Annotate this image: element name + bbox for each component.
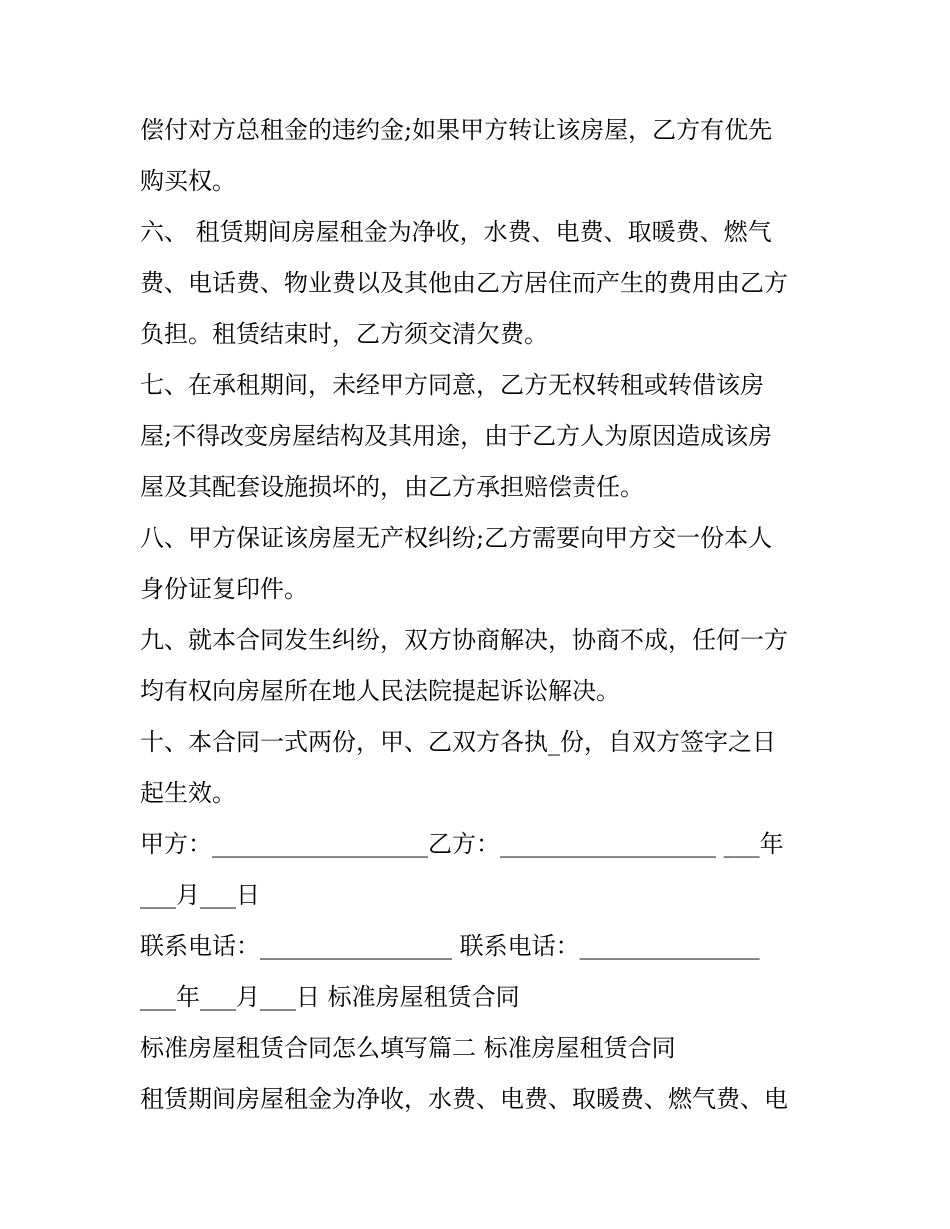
date-title-line: ___年___月___日 标准房屋租赁合同 xyxy=(140,983,520,1011)
text-line: 偿付对方总租金的违约金;如果甲方转让该房屋，乙方有优先 xyxy=(140,116,773,144)
signature-line-date: ___月___日 xyxy=(140,881,260,909)
text-line: 均有权向房屋所在地人民法院提起诉讼解决。 xyxy=(140,677,620,705)
text-line: 购买权。 xyxy=(140,167,236,195)
document-body xyxy=(140,105,820,1125)
contact-phone-line: 联系电话：________________ 联系电话：_______________ xyxy=(140,932,760,960)
text-line: 七、在承租期间，未经甲方同意，乙方无权转租或转借该房 xyxy=(140,371,764,399)
text-line: 十、本合同一式两份，甲、乙双方各执_份，自双方签字之日 xyxy=(140,728,776,756)
text-line: 租赁期间房屋租金为净收，水费、电费、取暖费、燃气费、电 xyxy=(140,1085,788,1113)
text-line: 起生效。 xyxy=(140,779,236,807)
text-line: 八、甲方保证该房屋无产权纠纷;乙方需要向甲方交一份本人 xyxy=(140,524,773,552)
section-heading: 标准房屋租赁合同怎么填写篇二 标准房屋租赁合同 xyxy=(140,1034,676,1062)
text-line: 费、电话费、物业费以及其他由乙方居住而产生的费用由乙方 xyxy=(140,269,788,297)
text-line: 身份证复印件。 xyxy=(140,575,308,603)
text-line: 负担。租赁结束时，乙方须交清欠费。 xyxy=(140,320,548,348)
text-line: 屋;不得改变房屋结构及其用途，由于乙方人为原因造成该房 xyxy=(140,422,773,450)
text-line: 屋及其配套设施损坏的，由乙方承担赔偿责任。 xyxy=(140,473,644,501)
text-line: 六、 租赁期间房屋租金为净收，水费、电费、取暖费、燃气 xyxy=(140,218,772,246)
text-line: 九、就本合同发生纠纷，双方协商解决，协商不成，任何一方 xyxy=(140,626,788,654)
signature-line-party: 甲方：__________________乙方：__________________ ___年 xyxy=(140,830,784,858)
